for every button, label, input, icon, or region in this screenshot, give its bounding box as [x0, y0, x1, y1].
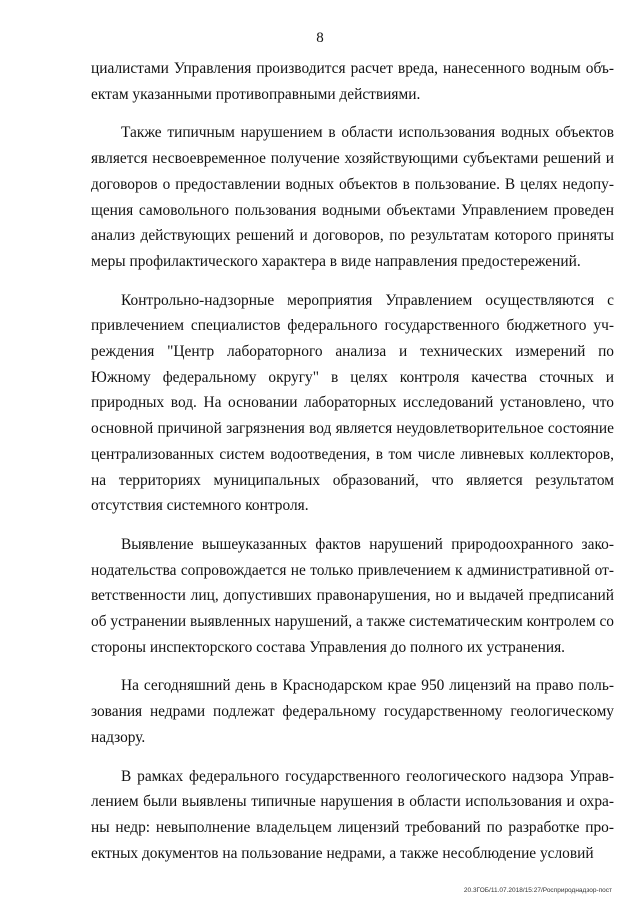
paragraph-control-measures: Контрольно-надзорные мероприятия Управлением осуществляются с привлечением специалистов федерального государственного бюджетного учреждения "Центр лабораторного анализа и технических измерений по Южному федеральному округу" в целях контроля качества сточных и природных вод. На основании лабораторных исследований установлено, что основной причиной загрязнения вод является неудовлетворительное состояние централизованных систем водоотведения, в том числе ливневых коллекторов, на территориях муниципальных образований, что является результатом отсутствия системного контроля.: [91, 291, 614, 515]
paragraph-violations-detection: Выявление вышеуказанных фактов нарушений природоохранного законодательства сопровождается не только привлечением к административной ответственности лиц, допустивших правонарушения, но и выдачей предписаний об устранении выявленных нарушений, а также систематическим контролем со стороны инспекторского состава Управления до полного их устранения.: [91, 535, 614, 656]
paragraph-geological-supervision: В рамках федерального государственного геологического надзора Управлением были выявлены типичные нарушения в области использования и охраны недр: невыполнение владельцем лицензий требований по разработке проектных документов на пользование недрами, а также несоблюдение условий: [91, 767, 614, 862]
paragraph-licenses: На сегодняшний день в Краснодарском крае 950 лицензий на право пользования недрами подлежат федеральному государственному геологическому надзору.: [91, 677, 614, 746]
paragraph-water-permits: Также типичным нарушением в области использования водных объектов является несвоевременное получение хозяйствующими субъектами решений и договоров о предоставлении водных объектов в пользование. В целях недопущения самовольного пользования водными объектами Управлением проведен анализ действующих решений и договоров, по результатам которого приняты меры профилактического характера в виде направления предостережений.: [91, 124, 614, 270]
document-body: [91, 56, 614, 866]
paragraph-continuation: циалистами Управления производится расчет вреда, нанесенного водным объектам указанными противоправными действиями.: [91, 60, 614, 103]
footer-stamp: 20.3ГОБ/11.07.2018/15:27/Росприроднадзор-пост: [463, 887, 612, 894]
page-number: 8: [316, 30, 324, 46]
